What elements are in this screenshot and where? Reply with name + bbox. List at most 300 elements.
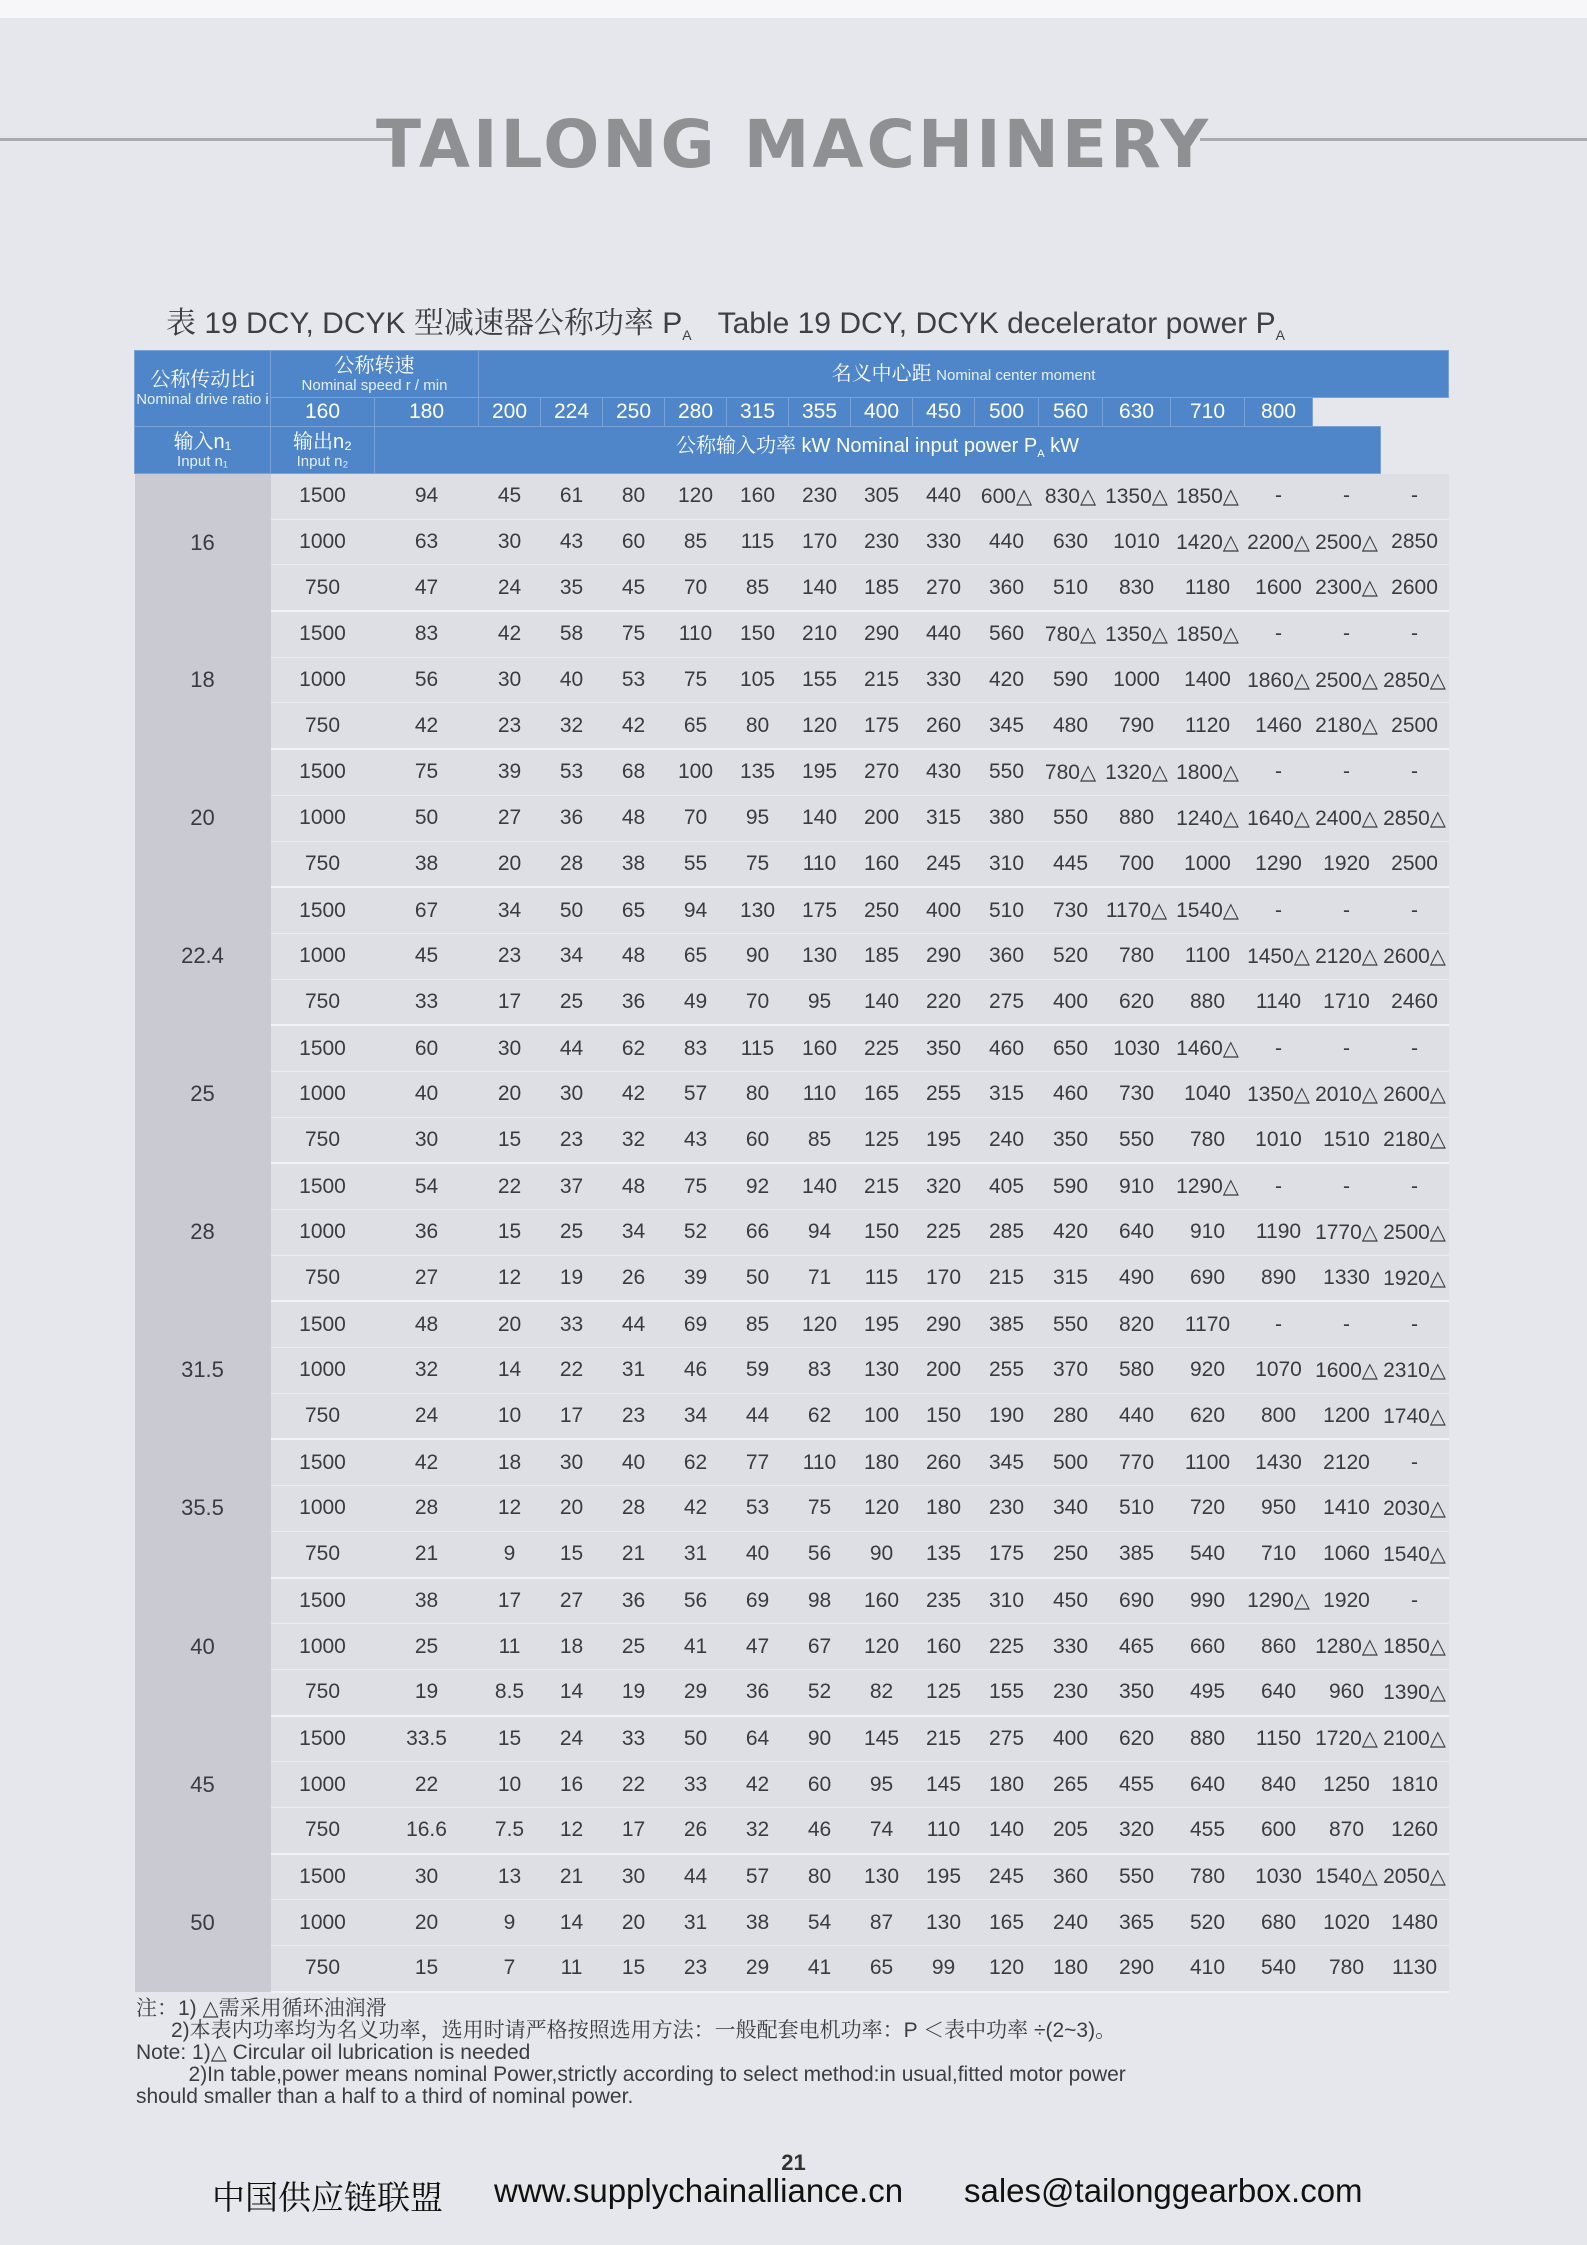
power-cell: 40 [541,657,603,703]
power-cell: 26 [665,1807,727,1853]
power-cell: 44 [665,1854,727,1900]
power-cell: 145 [851,1716,913,1762]
power-cell: 62 [603,1025,665,1071]
power-cell: 80 [603,474,665,520]
power-cell: 690 [1171,1255,1245,1301]
power-cell: 640 [1171,1762,1245,1808]
power-cell: 25 [541,979,603,1025]
power-cell: 150 [913,1393,975,1439]
power-cell: 99 [913,1946,975,1992]
power-cell: 1460△ [1171,1025,1245,1071]
power-cell: 260 [913,1439,975,1485]
power-cell: 385 [975,1301,1039,1347]
power-cell: 600△ [975,474,1039,520]
power-cell: 450 [1039,1578,1103,1624]
power-cell: 1510 [1313,1117,1381,1163]
power-cell: 14 [479,1348,541,1394]
power-cell: 730 [1103,1071,1171,1117]
power-cell: 280 [1039,1393,1103,1439]
footer-website[interactable]: www.supplychainalliance.cn [494,2172,904,2209]
center-distance-header: 200 [479,398,541,427]
power-cell: 230 [789,474,851,520]
power-cell: 115 [851,1255,913,1301]
power-cell: 60 [603,519,665,565]
power-cell: 1170△ [1103,887,1171,933]
power-cell: 690 [1103,1578,1171,1624]
power-cell: 175 [789,887,851,933]
power-cell: 135 [913,1531,975,1577]
ratio-cell: 16 [135,474,271,612]
power-cell: 100 [851,1393,913,1439]
power-cell: 53 [603,657,665,703]
power-cell: 20 [479,841,541,887]
power-cell: 22 [541,1348,603,1394]
power-cell: 1320△ [1103,749,1171,795]
power-cell: 2600 [1381,565,1449,611]
power-cell: 290 [1103,1946,1171,1992]
power-cell: 20 [541,1486,603,1532]
header-speed-en: Nominal speed r / min [301,376,448,394]
power-cell: 140 [789,565,851,611]
power-cell: 580 [1103,1348,1171,1394]
power-cell: 31 [665,1531,727,1577]
center-distance-header: 710 [1171,398,1245,427]
output-speed-cell: 21 [375,1531,479,1577]
power-cell: 400 [913,887,975,933]
power-cell: 1140 [1245,979,1313,1025]
power-cell: 30 [479,657,541,703]
power-cell: 365 [1103,1900,1171,1946]
table-row [135,1439,1449,1485]
power-cell: 58 [541,611,603,657]
power-cell: 270 [913,565,975,611]
table-row [135,841,1449,887]
power-cell: 50 [665,1716,727,1762]
power-cell: 120 [851,1624,913,1670]
table-row [135,933,1449,979]
power-cell: 350 [913,1025,975,1071]
power-cell: 82 [851,1669,913,1715]
table-row [135,703,1449,749]
power-cell: 310 [975,1578,1039,1624]
power-cell: 330 [1039,1624,1103,1670]
center-distance-header: 224 [541,398,603,427]
power-cell: 260 [913,703,975,749]
input-speed-cell: 750 [271,841,375,887]
ratio-cell: 45 [135,1716,271,1854]
power-cell: 60 [789,1762,851,1808]
power-cell: 200 [851,795,913,841]
output-speed-cell: 75 [375,749,479,795]
power-cell: 2050△ [1381,1854,1449,1900]
power-cell: 70 [727,979,789,1025]
power-cell: 90 [789,1716,851,1762]
header-speed [271,351,479,398]
power-cell: 1010 [1245,1117,1313,1163]
power-cell: 1540△ [1313,1854,1381,1900]
input-speed-cell: 750 [271,1255,375,1301]
power-cell: 1810 [1381,1762,1449,1808]
power-cell: 7 [479,1946,541,1992]
input-speed-cell: 750 [271,565,375,611]
power-cell: 2010△ [1313,1071,1381,1117]
power-cell: 62 [789,1393,851,1439]
power-cell: 165 [975,1900,1039,1946]
power-cell: 360 [975,933,1039,979]
power-cell: 1770△ [1313,1210,1381,1256]
input-speed-cell: 750 [271,1531,375,1577]
input-speed-cell: 1000 [271,1624,375,1670]
power-cell: - [1381,1163,1449,1209]
power-cell: 2180△ [1381,1117,1449,1163]
power-cell: 990 [1171,1578,1245,1624]
power-cell: 220 [913,979,975,1025]
power-cell: 600 [1245,1807,1313,1853]
power-cell: 250 [851,887,913,933]
power-cell: 1000 [1171,841,1245,887]
table-row [135,565,1449,611]
power-cell: 83 [789,1348,851,1394]
power-cell: 94 [665,887,727,933]
power-cell: 1430 [1245,1439,1313,1485]
power-cell: 95 [727,795,789,841]
power-cell: 1920△ [1381,1255,1449,1301]
note-line: should smaller than a half to a third of nominal power. [136,2085,634,2108]
output-speed-cell: 42 [375,1439,479,1485]
output-speed-cell: 16.6 [375,1807,479,1853]
power-cell: 660 [1171,1624,1245,1670]
power-cell: 160 [789,1025,851,1071]
input-speed-cell: 1500 [271,474,375,520]
table-row [135,1071,1449,1117]
power-cell: 2500△ [1313,657,1381,703]
footer-email[interactable]: sales@tailonggearbox.com [964,2172,1363,2209]
power-cell: 550 [1039,1301,1103,1347]
power-cell: 17 [479,1578,541,1624]
power-cell: 15 [541,1531,603,1577]
power-cell: 54 [789,1900,851,1946]
power-cell: 1860△ [1245,657,1313,703]
notes [136,1998,1456,2108]
power-cell: 125 [913,1669,975,1715]
power-cell: 1350△ [1103,474,1171,520]
power-cell: 38 [603,841,665,887]
output-speed-cell: 24 [375,1393,479,1439]
output-speed-cell: 22 [375,1762,479,1808]
power-cell: 770 [1103,1439,1171,1485]
power-cell: 120 [665,474,727,520]
power-cell: 510 [1039,565,1103,611]
power-cell: 2500△ [1313,519,1381,565]
output-speed-cell: 25 [375,1624,479,1670]
power-cell: 170 [913,1255,975,1301]
footer-org: 中国供应链联盟 [212,2179,443,2216]
header-power-unit: kW [1044,435,1079,457]
power-cell: 345 [975,1439,1039,1485]
output-speed-cell: 50 [375,795,479,841]
power-cell: 94 [789,1210,851,1256]
power-cell: - [1245,1301,1313,1347]
table-row [135,749,1449,795]
power-cell: 265 [1039,1762,1103,1808]
power-cell: 1290△ [1171,1163,1245,1209]
power-cell: 520 [1171,1900,1245,1946]
power-cell: 1240△ [1171,795,1245,841]
power-cell: 38 [727,1900,789,1946]
power-cell: 43 [665,1117,727,1163]
input-speed-cell: 1500 [271,1025,375,1071]
power-cell: 480 [1039,703,1103,749]
table-row [135,1025,1449,1071]
power-cell: 49 [665,979,727,1025]
power-cell: 1150 [1245,1716,1313,1762]
power-cell: 240 [975,1117,1039,1163]
power-cell: 160 [851,841,913,887]
table-row [135,1210,1449,1256]
power-cell: 385 [1103,1531,1171,1577]
power-cell: 630 [1039,519,1103,565]
power-cell: 410 [1171,1946,1245,1992]
power-cell: 23 [665,1946,727,1992]
power-cell: 315 [913,795,975,841]
power-cell: - [1381,887,1449,933]
power-cell: 26 [603,1255,665,1301]
input-speed-cell: 1000 [271,1348,375,1394]
power-cell: - [1313,611,1381,657]
power-cell: 155 [975,1669,1039,1715]
power-cell: 790 [1103,703,1171,749]
power-cell: 1740△ [1381,1393,1449,1439]
power-cell: 42 [603,703,665,749]
header-power [375,427,1381,474]
brand-title: TAILONG MACHINERY [375,106,1212,183]
power-cell: 12 [479,1255,541,1301]
power-cell: 1420△ [1171,519,1245,565]
power-table-container [134,350,1448,1993]
power-cell: 2460 [1381,979,1449,1025]
power-cell: - [1313,1163,1381,1209]
power-cell: 31 [603,1348,665,1394]
power-cell: 66 [727,1210,789,1256]
power-cell: 1200 [1313,1393,1381,1439]
power-cell: 910 [1103,1163,1171,1209]
power-cell: 445 [1039,841,1103,887]
header-input [135,427,271,474]
power-cell: 320 [913,1163,975,1209]
power-cell: 65 [603,887,665,933]
power-cell: 27 [541,1578,603,1624]
power-cell: 27 [479,795,541,841]
power-cell: 41 [789,1946,851,1992]
power-cell: 1480 [1381,1900,1449,1946]
power-cell: 550 [1103,1854,1171,1900]
power-cell: 700 [1103,841,1171,887]
caption-en: Table 19 DCY, DCYK decelerator power P [717,307,1276,340]
power-cell: 39 [479,749,541,795]
power-cell: 45 [603,565,665,611]
power-cell: 120 [851,1486,913,1532]
power-cell: 75 [603,611,665,657]
power-cell: 550 [1039,795,1103,841]
output-speed-cell: 83 [375,611,479,657]
power-cell: 110 [789,841,851,887]
power-cell: 130 [727,887,789,933]
power-cell: 45 [479,474,541,520]
power-cell: 380 [975,795,1039,841]
power-cell: 140 [789,795,851,841]
power-cell: 510 [975,887,1039,933]
power-cell: 420 [975,657,1039,703]
power-cell: - [1245,474,1313,520]
power-cell: 920 [1171,1348,1245,1394]
header-center-cn: 名义中心距 [831,363,932,385]
table-row [135,1854,1449,1900]
center-distance-header: 355 [789,398,851,427]
table-row [135,1393,1449,1439]
power-cell: - [1381,474,1449,520]
power-cell: 440 [1103,1393,1171,1439]
power-cell: 8.5 [479,1669,541,1715]
center-distance-header: 280 [665,398,727,427]
power-cell: 10 [479,1762,541,1808]
power-cell: 120 [789,703,851,749]
power-cell: 1800△ [1171,749,1245,795]
table-row [135,1255,1449,1301]
power-cell: 80 [727,1071,789,1117]
input-speed-cell: 750 [271,703,375,749]
power-cell: 33 [541,1301,603,1347]
power-cell: 1100 [1171,933,1245,979]
power-cell: 880 [1103,795,1171,841]
power-cell: 230 [975,1486,1039,1532]
table-row [135,1807,1449,1853]
output-speed-cell: 30 [375,1854,479,1900]
power-cell: 34 [479,887,541,933]
power-cell: 500 [1039,1439,1103,1485]
power-cell: 490 [1103,1255,1171,1301]
power-cell: 1850△ [1171,474,1245,520]
header-input-en: Input n₁ [177,452,228,470]
output-speed-cell: 33.5 [375,1716,479,1762]
power-cell: 1400 [1171,657,1245,703]
power-cell: 25 [603,1624,665,1670]
power-cell: 15 [603,1946,665,1992]
power-cell: 48 [603,795,665,841]
power-cell: 160 [913,1624,975,1670]
power-cell: 2400△ [1313,795,1381,841]
power-cell: 11 [479,1624,541,1670]
power-cell: 65 [851,1946,913,1992]
output-speed-cell: 48 [375,1301,479,1347]
input-speed-cell: 1000 [271,1900,375,1946]
power-cell: - [1381,611,1449,657]
power-cell: 1180 [1171,565,1245,611]
power-cell: 320 [1103,1807,1171,1853]
power-cell: 1850△ [1381,1624,1449,1670]
power-cell: 1290△ [1245,1578,1313,1624]
power-cell: 860 [1245,1624,1313,1670]
power-cell: 870 [1313,1807,1381,1853]
header-center-en: Nominal center moment [936,367,1096,384]
input-speed-cell: 1500 [271,1163,375,1209]
power-cell: 28 [603,1486,665,1532]
power-cell: 1070 [1245,1348,1313,1394]
power-cell: 2850 [1381,519,1449,565]
center-distance-header: 800 [1245,398,1313,427]
note-line: 注：1) △需采用循环油润滑 [136,1997,387,2020]
power-cell: 36 [727,1669,789,1715]
power-cell: 820 [1103,1301,1171,1347]
ratio-cell: 22.4 [135,887,271,1025]
output-speed-cell: 54 [375,1163,479,1209]
note-line: 2)In table,power means nominal Power,strictly according to select method:in usual,fitted motor power [136,2063,1126,2086]
power-cell: 11 [541,1946,603,1992]
power-cell: 235 [913,1578,975,1624]
power-cell: 71 [789,1255,851,1301]
power-cell: 440 [913,611,975,657]
power-cell: 1120 [1171,703,1245,749]
power-cell: 65 [665,933,727,979]
power-cell: 1330 [1313,1255,1381,1301]
power-cell: 640 [1103,1210,1171,1256]
input-speed-cell: 1500 [271,749,375,795]
power-cell: 12 [479,1486,541,1532]
power-cell: 780 [1103,933,1171,979]
power-cell: 400 [1039,979,1103,1025]
power-cell: 21 [541,1854,603,1900]
power-cell: 46 [665,1348,727,1394]
power-cell: 20 [479,1301,541,1347]
table-row [135,519,1449,565]
power-cell: 245 [975,1854,1039,1900]
power-cell: 44 [541,1025,603,1071]
power-cell: 360 [1039,1854,1103,1900]
power-cell: 35 [541,565,603,611]
power-cell: 550 [1103,1117,1171,1163]
center-distance-header: 180 [375,398,479,427]
power-cell: 59 [727,1348,789,1394]
power-cell: 53 [727,1486,789,1532]
power-cell: 23 [479,933,541,979]
power-cell: 175 [851,703,913,749]
power-cell: 455 [1103,1762,1171,1808]
power-cell: 270 [851,749,913,795]
power-cell: 310 [975,841,1039,887]
header-input-cn: 输入n₁ [173,430,232,453]
power-cell: 780△ [1039,611,1103,657]
output-speed-cell: 42 [375,703,479,749]
ratio-cell: 28 [135,1163,271,1301]
output-speed-cell: 67 [375,887,479,933]
power-cell: 405 [975,1163,1039,1209]
power-cell: 2500△ [1381,1210,1449,1256]
power-cell: 195 [913,1117,975,1163]
power-cell: 21 [603,1531,665,1577]
power-cell: 28 [541,841,603,887]
power-cell: - [1245,611,1313,657]
power-cell: 215 [975,1255,1039,1301]
input-speed-cell: 1000 [271,795,375,841]
power-cell: 880 [1171,1716,1245,1762]
power-cell: 1170 [1171,1301,1245,1347]
header-power-sub: A [1037,448,1045,460]
table-row [135,979,1449,1025]
table-row [135,1946,1449,1992]
power-cell: 520 [1039,933,1103,979]
power-cell: 39 [665,1255,727,1301]
output-speed-cell: 28 [375,1486,479,1532]
power-cell: 620 [1103,979,1171,1025]
